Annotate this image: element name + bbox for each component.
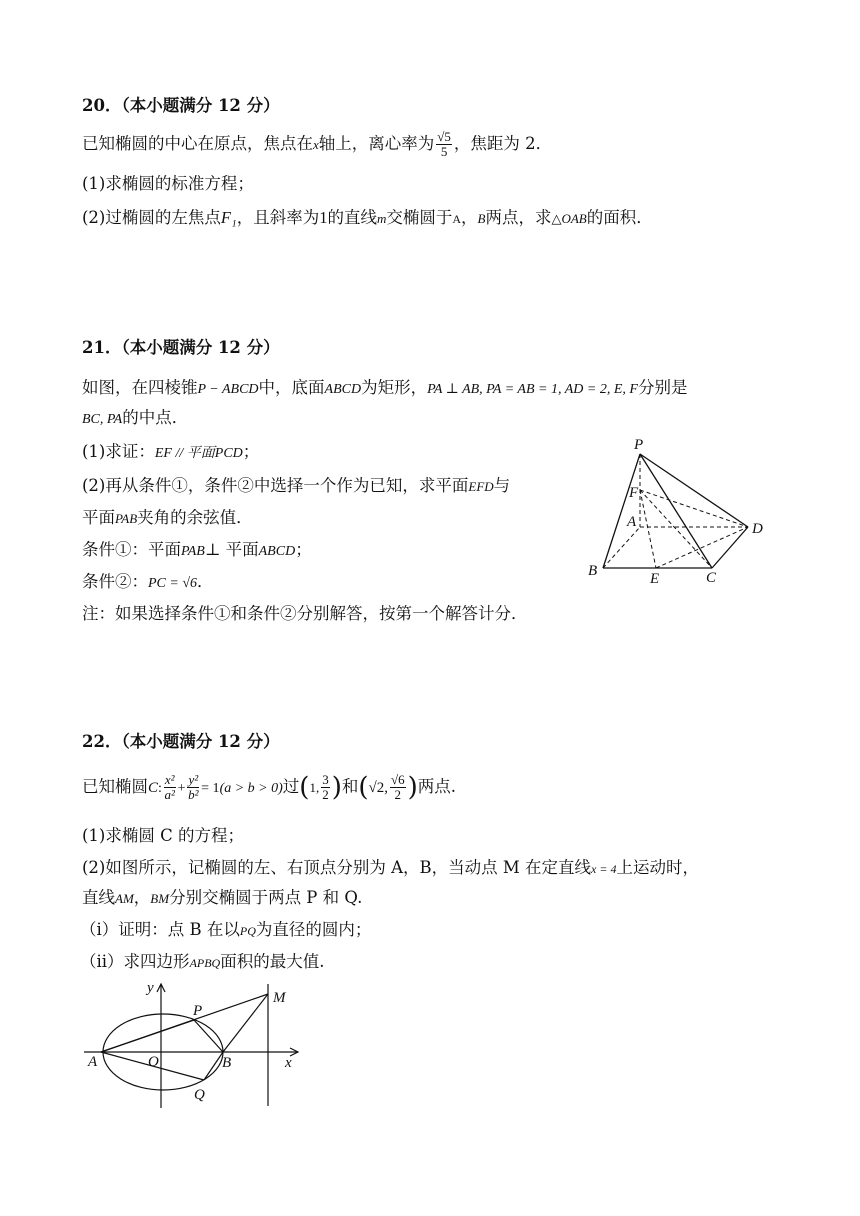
q20-ecc-den: 5 <box>440 144 448 159</box>
q20-triangle: △OAB <box>551 211 587 226</box>
q22-line-bm: BM <box>150 891 170 906</box>
q22-part2 <box>82 856 699 881</box>
q21-stem <box>82 376 687 402</box>
q22-frac-y <box>187 773 199 802</box>
q22-condition: (a > b > 0) <box>219 781 283 796</box>
q21-cond1-text: 条件①：平面 <box>82 540 181 559</box>
q21-plane-pab: PAB <box>115 511 138 526</box>
q22-stem: 已知椭圆C: $\frac{\text{x²}}{\text{a²}}$ + $\frac{\text{y²}}{\text{b²}}$ = 1(a > b > 0)过(1, $\frac{3}{2}$ )和(√2, $\frac{√6}{2}$ )两点. <box>82 772 457 803</box>
q20-ecc-num: √5 <box>437 129 451 144</box>
q21-stem-text-2: 中，底面 <box>258 378 325 397</box>
q22-line2-text: 直线 <box>82 888 115 907</box>
q21-conditions: PA ⊥ AB, PA = AB = 1, AD = 2, E, F <box>427 382 638 397</box>
q22-p2-num: √6 <box>390 772 405 787</box>
q22-colon: : <box>158 781 162 796</box>
q22-ii-text-2: 面积的最大值. <box>220 952 325 971</box>
q22-label-a: A <box>88 1054 98 1070</box>
q21-plane-efd: EFD <box>468 479 494 494</box>
q22-ii-text: （ii）求四边形 <box>80 952 190 971</box>
q21-midpoints: BC, PA <box>82 412 123 427</box>
q22-pq: PQ <box>239 924 256 938</box>
q22-stem-text: 已知椭圆 <box>82 777 148 796</box>
q20-stem-text: 已知椭圆的中心在原点，焦点在 <box>82 134 313 153</box>
q22-p1-den: 2 <box>322 787 329 802</box>
q22-label-p: P <box>193 1003 203 1019</box>
q20-f1: F₁ <box>220 208 237 227</box>
q22-i-text-2: 为直径的圆内； <box>255 920 372 939</box>
q21-cond1-text-2: ⊥ 平面 <box>204 540 259 559</box>
q22-label-x: x <box>285 1055 292 1071</box>
q22-stem-text-3: 和 <box>341 777 359 796</box>
q22-part2-text: (2)如图所示，记椭圆的左、右顶点分别为 A，B，当动点 M 在定直线 <box>82 858 592 877</box>
q20-stem <box>82 130 552 159</box>
q21-cond1-abcd: ABCD <box>258 544 296 559</box>
q22-point1-x: 1, <box>309 780 320 795</box>
q22-p2-den: 2 <box>394 787 402 802</box>
q21-part2-line2 <box>82 506 253 531</box>
q21-part2-text-3: 平面 <box>82 508 115 527</box>
q21-condition2 <box>82 570 214 596</box>
q20-eccentricity <box>436 130 452 159</box>
q21-header: 21．（本小题满分 12 分） <box>82 338 280 357</box>
q20-stem-text-3: ，焦距为 2． <box>453 134 553 153</box>
q21-label-p: P <box>634 437 644 453</box>
q21-condition1 <box>82 538 312 564</box>
q22-part2-text-2: 上运动时， <box>616 858 699 877</box>
q22-line2-text-2: 分别交椭圆于两点 P 和 Q. <box>169 888 363 907</box>
q21-label-e: E <box>650 571 660 587</box>
q20-part1: (1)求椭圆的标准方程； <box>82 174 254 193</box>
q22-line-am: AM <box>115 891 134 906</box>
q22-point2-x: √2, <box>368 780 388 796</box>
q20-stem-text-2: 轴上，离心率为 <box>318 134 435 153</box>
q21-ef-parallel: EF // 平面 <box>154 446 215 461</box>
q22-part-i <box>80 918 371 943</box>
q21-part2-text-4: 夹角的余弦值． <box>137 508 253 527</box>
q22-ellipse-c: C <box>148 780 159 796</box>
q20-part2-text-6: 的面积． <box>586 208 653 227</box>
q21-stem-text-4: 分别是 <box>637 378 688 397</box>
q22-stem-text-4: 两点. <box>417 777 457 796</box>
q22-stem-text-2: 过 <box>282 777 300 796</box>
q20-header: 20．（本小题满分 12 分） <box>82 96 280 115</box>
q20-part2-text: (2)过椭圆的左焦点 <box>82 208 221 227</box>
q20-part2-text-2: ，且斜率为 <box>236 208 320 227</box>
q21-label-b: B <box>588 563 598 579</box>
q20-part2-text-3: 的直线 <box>327 208 377 227</box>
q22-ellipse-figure <box>80 978 310 1108</box>
q22-x2: x² <box>164 772 175 787</box>
q22-b2: b² <box>188 787 199 802</box>
q22-y2: y² <box>188 772 199 787</box>
q22-apbq: APBQ <box>189 956 221 970</box>
q22-part2-line2 <box>82 886 362 911</box>
q20-slope: 1 <box>319 208 328 227</box>
q22-a2: a² <box>164 787 175 802</box>
q22-part-ii <box>80 950 324 975</box>
q21-pyramid: P − ABCD <box>197 382 259 397</box>
q21-label-f: F <box>629 485 639 501</box>
q22-header: 22．（本小题满分 12 分） <box>82 732 280 751</box>
q22-eq1: = 1 <box>201 781 220 796</box>
q22-frac-x <box>164 773 176 802</box>
q21-cond2-end: ． <box>197 572 214 591</box>
q22-label-m: M <box>273 990 286 1006</box>
q21-label-a: A <box>627 514 637 530</box>
q21-cond1-end: ； <box>295 540 312 559</box>
q22-point2-frac <box>390 773 406 802</box>
q20-point-b: B <box>477 211 486 226</box>
q21-stem-text: 如图，在四棱锥 <box>82 378 198 397</box>
q21-stem-text-3: 为矩形， <box>361 378 428 397</box>
q21-base: ABCD <box>324 382 362 397</box>
q21-part2-text: (2)再从条件①，条件②中选择一个作为已知，求平面 <box>82 476 469 495</box>
q20-var-x: x <box>313 137 319 152</box>
q22-point1-frac <box>321 773 330 802</box>
q22-label-y: y <box>147 980 154 996</box>
q21-note: 注：如果选择条件①和条件②分别解答，按第一个解答计分． <box>82 604 528 623</box>
q21-part2 <box>82 474 510 499</box>
q21-cond1-pab: PAB <box>181 544 205 559</box>
q21-part1-text: (1)求证： <box>82 442 155 461</box>
q21-label-c: C <box>706 570 717 586</box>
q22-part1: (1)求椭圆 C 的方程； <box>82 826 244 845</box>
q22-i-text: （i）证明：点 B 在以 <box>80 920 240 939</box>
q21-plane-pcd: PCD <box>214 446 243 461</box>
q22-label-b: B <box>222 1055 232 1071</box>
q22-plus: + <box>177 781 186 796</box>
q22-line-x4: x = 4 <box>591 862 617 876</box>
q20-part2 <box>82 206 653 231</box>
q22-p1-num: 3 <box>322 772 329 787</box>
q21-label-d: D <box>752 521 763 537</box>
q21-cond2-math: PC = √6 <box>148 576 198 591</box>
q20-line-m: m <box>376 211 387 226</box>
q20-comma: ， <box>461 208 478 227</box>
q20-part2-text-4: 交椭圆于 <box>386 208 453 227</box>
q20-point-a: A <box>452 212 462 226</box>
q20-part2-text-5: 两点，求 <box>485 208 552 227</box>
q21-part1 <box>82 440 259 466</box>
q21-cond2-text: 条件②： <box>82 572 148 591</box>
q21-stem-text-5: 的中点． <box>122 408 189 427</box>
q22-line2-comma: ， <box>133 888 151 907</box>
q21-stem-line2 <box>82 406 188 432</box>
q21-pyramid-figure <box>580 432 780 592</box>
q22-label-q: Q <box>194 1087 205 1103</box>
q22-label-o: O <box>148 1054 159 1070</box>
q21-part1-end: ； <box>242 442 260 461</box>
q21-part2-text-2: 与 <box>493 476 511 495</box>
